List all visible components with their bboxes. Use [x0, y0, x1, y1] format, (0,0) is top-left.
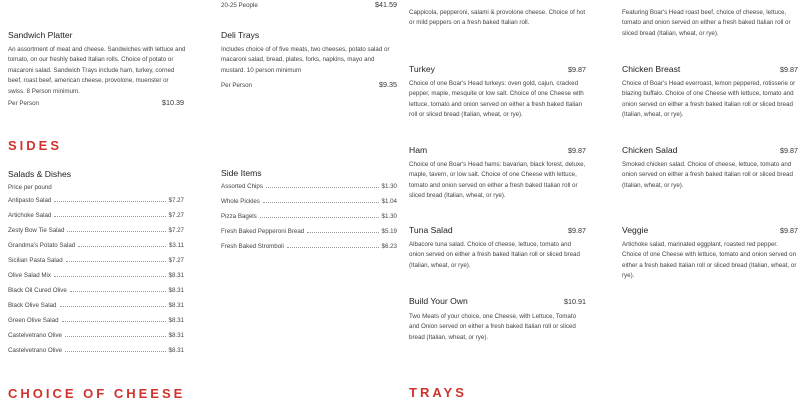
dot-leader: [307, 232, 378, 233]
deli-trays-price-row: [221, 80, 397, 91]
sandwich-platter-desc: An assortment of meat and cheese. Sandwiches with lettuce and tomato, on our freshly baked Italian rolls. Choice of potato or macaroni salad. Sandwich Trays include ham, turkey, corned beef, roast beef, american cheese, provolone, muenster or swiss. 8 Person minimum.: [8, 46, 186, 95]
dot-leader: [54, 201, 165, 202]
turkey-price: $9.87: [568, 65, 586, 74]
turkey-title: Turkey: [409, 64, 435, 74]
menu-row-label: Whole Pickles: [221, 198, 260, 205]
turkey-header: [409, 64, 586, 74]
menu-row-price: $8.31: [168, 287, 184, 294]
menu-row-label: Assorted Chips: [221, 183, 263, 190]
ham-title: Ham: [409, 145, 428, 155]
menu-row-price: $8.31: [168, 347, 184, 354]
dot-leader: [70, 291, 166, 292]
menu-row: [221, 183, 397, 198]
chicken-salad-desc: Smoked chicken salad. Choice of cheese, lettuce, tomato and onion served on either a fresh baked Italian roll or sliced bread (Italian, wheat, or rye).: [622, 161, 793, 189]
menu-row: [221, 198, 397, 213]
choice-of-cheese-heading: CHOICE OF CHEESE: [8, 386, 186, 400]
menu-row-price: $7.27: [168, 197, 184, 204]
menu-row-price: $1.04: [381, 198, 397, 205]
tuna-desc: Albacore tuna salad. Choice of cheese, lettuce, tomato and onion served on either a fresh baked Italian roll or sliced bread (Italian, wheat, or rye).: [409, 241, 580, 269]
menu-row-price: $7.27: [168, 227, 184, 234]
menu-row-price: $7.27: [168, 212, 184, 219]
sides-heading: SIDES: [8, 138, 63, 153]
trays-heading: TRAYS: [409, 385, 467, 400]
menu-row: [221, 228, 397, 243]
menu-row-label: Castelvetrano Olive: [8, 347, 62, 354]
side-items-title: Side Items: [221, 168, 262, 178]
sandwich-platter-price: $10.39: [162, 98, 184, 107]
menu-row-price: $5.19: [381, 228, 397, 235]
menu-row-label: Castelvetrano Olive: [8, 332, 62, 339]
salads-title: Salads & Dishes: [8, 169, 72, 179]
turkey-desc: Choice of one Boar's Head turkeys: oven gold, cajun, cracked pepper, maple, mesquite or low salt. Choice of one Cheese with lettuce, tomato and onion served on either a fresh baked Italian roll or sliced bread (Italian, wheat, or rye).: [409, 80, 584, 119]
chicken-breast-header: [622, 64, 798, 74]
menu-row-label: Antipasto Salad: [8, 197, 52, 204]
deli-trays-price: $9.35: [379, 80, 397, 89]
chicken-salad-title: Chicken Salad: [622, 145, 678, 155]
menu-row: [8, 302, 184, 317]
dot-leader: [67, 231, 165, 232]
chicken-breast-desc: Choice of Boar's Head everroast, lemon peppered, rotisserie or blazing buffalo. Choice of one Cheese with lettuce, tomato and onion served on either a fresh baked Italian roll or sliced bread (Italian, wheat, or rye).: [622, 80, 796, 119]
menu-row: [8, 347, 184, 362]
ham-desc: Choice of one Boar's Head hams: bavarian, black forest, deluxe, maple, tavern, or low salt. Choice of one Cheese with lettuce, tomato and onion served on either a fresh baked Italian roll or sliced bread (Italian, wheat, or rye).: [409, 161, 586, 200]
menu-row-price: $3.11: [168, 242, 184, 249]
menu-row: [8, 197, 184, 212]
side-items-list: [221, 183, 397, 258]
menu-row-label: Artichoke Salad: [8, 212, 52, 219]
menu-row: [8, 212, 184, 227]
chicken-salad-header: [622, 145, 798, 155]
ham-price: $9.87: [568, 146, 586, 155]
menu-row-price: $8.31: [168, 332, 184, 339]
party-size-label: 20-25 People: [221, 2, 258, 9]
deli-per-person-label: Per Person: [221, 82, 252, 89]
dot-leader: [54, 216, 165, 217]
chicken-salad-price: $9.87: [780, 146, 798, 155]
veggie-title: Veggie: [622, 225, 649, 235]
party-size-row: [221, 0, 397, 11]
tuna-title: Tuna Salad: [409, 225, 453, 235]
build-own-price: $10.91: [564, 297, 586, 306]
sandwich-per-person-label: Per Person: [8, 100, 39, 107]
menu-row: [221, 243, 397, 258]
menu-row: [8, 287, 184, 302]
veggie-desc: Artichoke salad, marinated eggplant, roasted red pepper. Choice of one Cheese with lettuce, tomato and onion served on either a fresh baked Italian roll or sliced bread (Italian, wheat, or rye).: [622, 241, 797, 280]
dot-leader: [65, 336, 166, 337]
menu-row: [8, 272, 184, 287]
veggie-price: $9.87: [780, 226, 798, 235]
dot-leader: [260, 217, 379, 218]
menu-row: [8, 227, 184, 242]
deli-trays-desc: Includes choice of of five meats, two cheeses, potato salad or macaroni salad, bread, plates, forks, napkins, mayo and mustard. 10 person minimum: [221, 46, 390, 74]
menu-row-label: Black Olive Salad: [8, 302, 57, 309]
menu-row-label: Olive Salad Mix: [8, 272, 51, 279]
dot-leader: [263, 202, 379, 203]
sandwich-platter-price-row: [8, 98, 184, 109]
menu-row-price: $8.31: [168, 272, 184, 279]
deli-trays-title: Deli Trays: [221, 30, 260, 40]
menu-row-price: $1.30: [381, 183, 397, 190]
menu-row: [221, 213, 397, 228]
menu-row: [8, 257, 184, 272]
menu-row-label: Black Oil Cured Olive: [8, 287, 67, 294]
party-size-price: $41.59: [375, 0, 397, 9]
menu-row-price: $1.30: [381, 213, 397, 220]
dot-leader: [66, 261, 166, 262]
sandwich-platter-title: Sandwich Platter: [8, 30, 73, 40]
tuna-price: $9.87: [568, 226, 586, 235]
build-own-header: [409, 296, 586, 306]
dot-leader: [62, 321, 166, 322]
roast-beef-desc: Featuring Boar's Head roast beef, choice of cheese, lettuce, tomato and onion served on either a fresh baked Italian roll or sliced bread (Italian, wheat, or rye).: [622, 9, 791, 37]
italian-desc: Cappicola, pepperoni, salami & provolone cheese. Choice of hot or mild peppers on a fresh baked Italian roll.: [409, 9, 586, 27]
chicken-breast-price: $9.87: [780, 65, 798, 74]
dot-leader: [60, 306, 166, 307]
build-own-title: Build Your Own: [409, 296, 468, 306]
dot-leader: [266, 187, 379, 188]
menu-row-label: Grandma's Potato Salad: [8, 242, 76, 249]
chicken-breast-title: Chicken Breast: [622, 64, 681, 74]
dot-leader: [78, 246, 166, 247]
menu-row-label: Sicilian Pasta Salad: [8, 257, 63, 264]
dot-leader: [54, 276, 166, 277]
menu-row-label: Green Olive Salad: [8, 317, 59, 324]
dot-leader: [65, 351, 166, 352]
menu-row-label: Fresh Baked Stromboli: [221, 243, 284, 250]
menu-row: [8, 317, 184, 332]
menu-row-price: $6.23: [381, 243, 397, 250]
salads-price-note: Price per pound: [8, 184, 52, 191]
build-own-desc: Two Meats of your choice, one Cheese, with Lettuce, Tomato and Onion served on either a fresh baked Italian roll or sliced bread (Italian, wheat, or rye).: [409, 313, 577, 341]
veggie-header: [622, 225, 798, 235]
menu-row-label: Zesty Bow Tie Salad: [8, 227, 65, 234]
dot-leader: [287, 247, 379, 248]
tuna-header: [409, 225, 586, 235]
ham-header: [409, 145, 586, 155]
menu-row: [8, 242, 184, 257]
menu-row-price: $8.31: [168, 302, 184, 309]
menu-row-label: Pizza Bagels: [221, 213, 257, 220]
menu-row-label: Fresh Baked Pepperoni Bread: [221, 228, 305, 235]
salads-list: [8, 197, 184, 362]
menu-row-price: $8.31: [168, 317, 184, 324]
menu-row: [8, 332, 184, 347]
menu-row-price: $7.27: [168, 257, 184, 264]
